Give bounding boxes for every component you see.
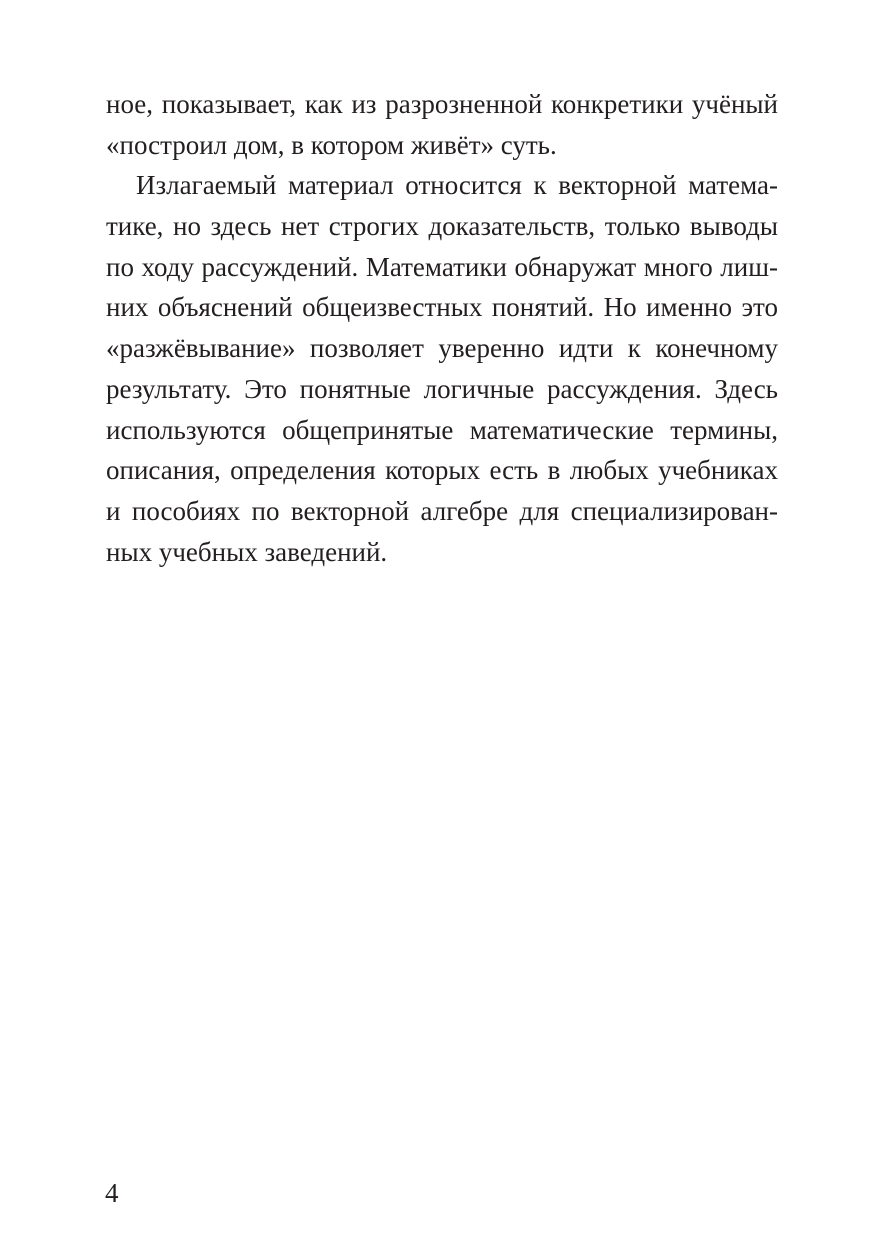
text-line: результату. Это понятные логичные рассуждения. Здесь <box>106 373 778 404</box>
text-line: по ходу рассуждений. Математики обнаружат много лиш- <box>106 251 778 282</box>
text-line: ных учебных заведений. <box>106 536 388 567</box>
text-line: них объяснений общеизвестных понятий. Но именно это <box>106 292 778 323</box>
page-number: 4 <box>105 1178 119 1208</box>
body-text <box>106 84 778 572</box>
text-line: описания, определения которых есть в любых учебниках <box>106 455 778 486</box>
text-line: «разжёвывание» позволяет уверенно идти к конечному <box>106 333 778 364</box>
text-line: «построил дом, в котором живёт» суть. <box>106 129 557 160</box>
text-line: и пособиях по векторной алгебре для специализирован- <box>106 495 778 526</box>
text-line: Излагаемый материал относится к векторной матема- <box>136 170 778 201</box>
text-line: тике, но здесь нет строгих доказательств, только выводы <box>106 211 778 242</box>
text-line: используются общепринятые математические термины, <box>106 414 778 445</box>
paragraph-material-description <box>106 165 778 572</box>
text-line: ное, показывает, как из разрозненной конкретики учёный <box>106 89 778 119</box>
paragraph-continuation <box>106 84 778 165</box>
